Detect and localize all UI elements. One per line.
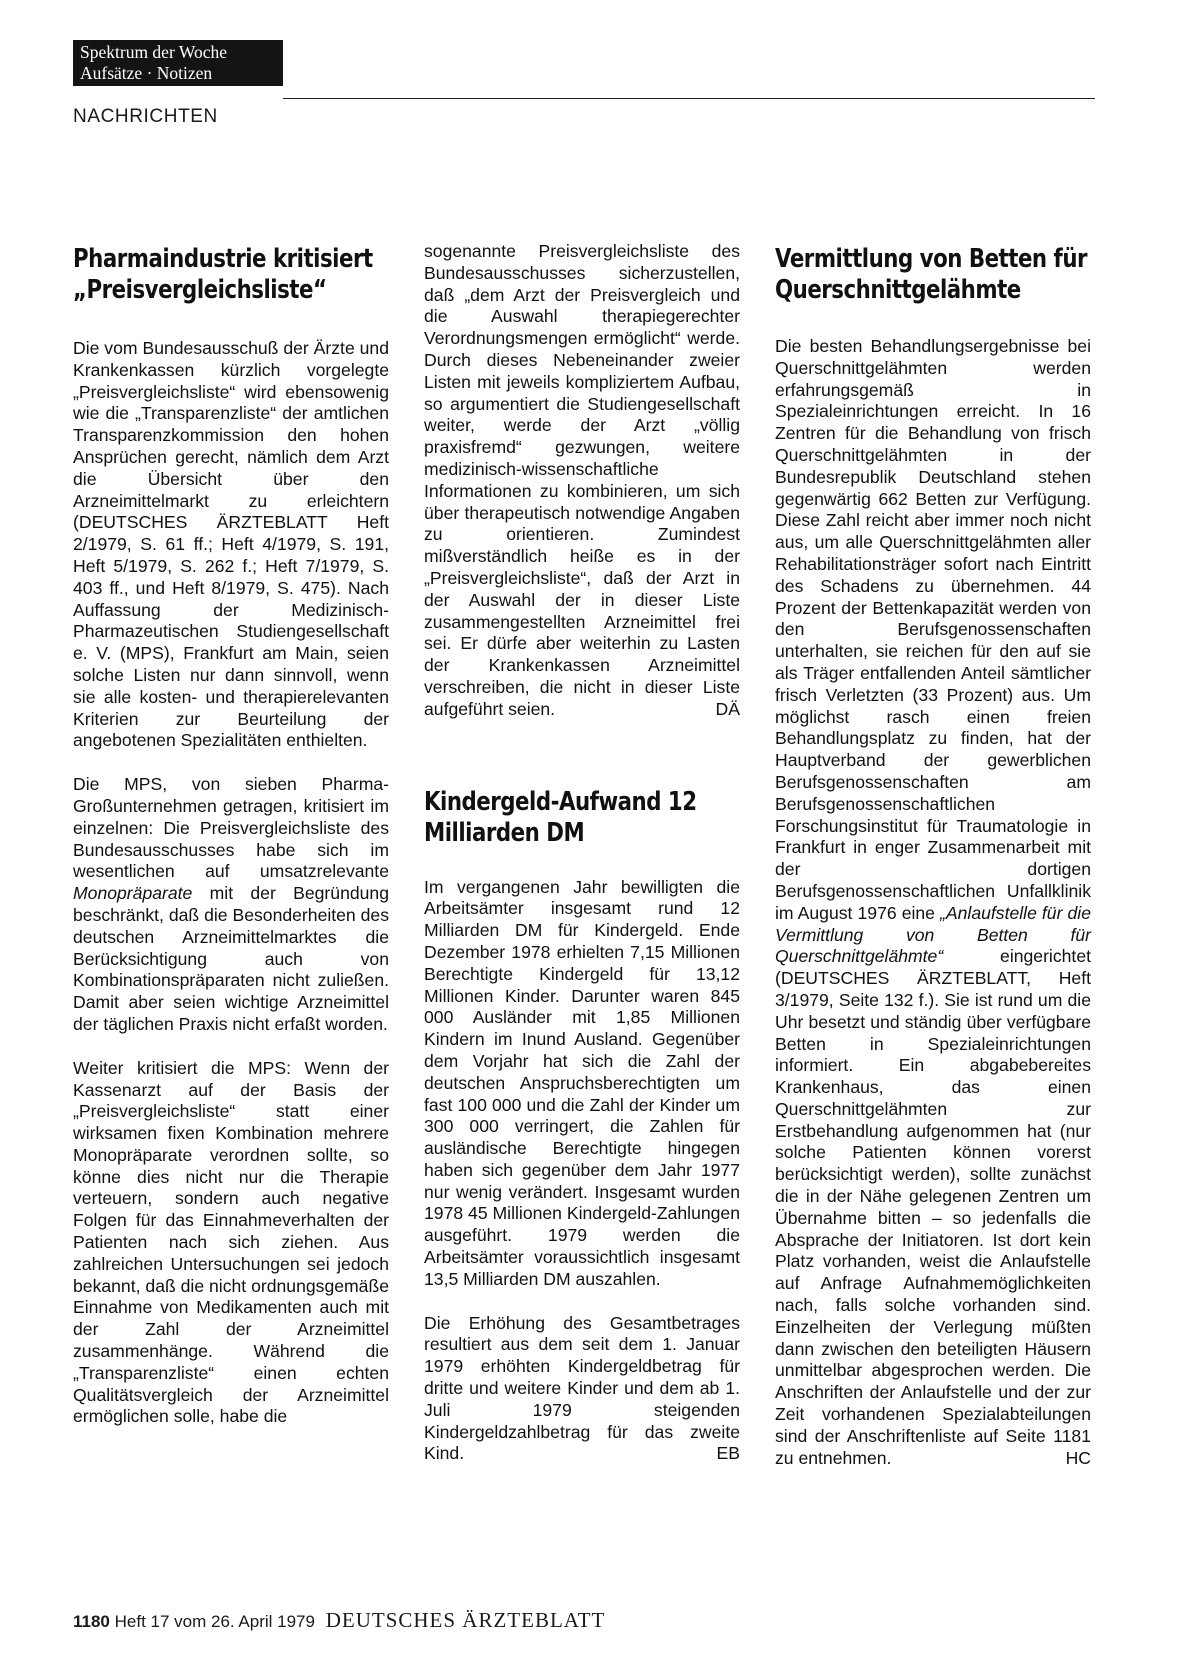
- article1-paragraph-3: Weiter kritisiert die MPS: Wenn der Kassenarzt auf der Basis der „Preisvergleichsliste“ statt einer wirksamen fixen Kombination mehrere Monopräparate verordnen sollte, so könne dies nicht nur die Therapie verteuern, sondern auch negative Folgen für das Einnahmeverhalten der Patienten nach sich ziehen. Aus zahlreichen Untersuchungen sei jedoch bekannt, daß die nicht ordnungsgemäße Einnahme von Medikamenten auch mit der Zahl der Arzneimittel zusammenhänge. Während die „Transparenzliste“ einen echten Qualitätsvergleich der Arzneimittel ermöglichen solle, habe die: [73, 1057, 389, 1427]
- section-label-box: [73, 40, 283, 86]
- article2-paragraph-1: Im vergangenen Jahr bewilligten die Arbeitsämter insgesamt rund 12 Milliarden DM für Kindergeld. Ende Dezember 1978 erhielten 7,15 Millionen Berechtigte Kindergeld für 13,12 Millionen Kinder. Darunter waren 845 000 Ausländer mit 1,85 Millionen Kindern im Inund Ausland. Gegenüber dem Vorjahr hat sich die Zahl der deutschen Anspruchsberechtigten um fast 100 000 und die Zahl der Kinder um 300 000 verringert, die Zahlen für ausländische Berechtigte hingegen haben sich gegenüber dem Jahr 1977 nur wenig verändert. Insgesamt wurden 1978 45 Millionen Kindergeld-Zahlungen ausgeführt. 1979 werden die Arbeitsämter voraussichtlich insgesamt 13,5 Milliarden DM auszahlen.: [424, 876, 740, 1289]
- column-2: [424, 241, 740, 1465]
- article2-signature: EB: [716, 1443, 740, 1464]
- article1-paragraph-2: Die MPS, von sieben Pharma-Großunternehmen getragen, kritisiert im einzelnen: Die Preisvergleichsliste des Bundesausschusses habe sich im wesentlichen auf umsatzrelevante Monopräparate mit der Begründung beschränkt, daß die Besonderheiten des deutschen Arzneimittelmarktes die Berücksichtigung auch von Kombinationspräparaten nicht zuließen. Damit aber seien wichtige Arzneimittel der täglichen Praxis nicht erfaßt worden.: [73, 774, 389, 1034]
- rubric: NACHRICHTEN: [73, 106, 218, 127]
- article2-title: Kindergeld-Aufwand 12 Milliarden DM: [424, 786, 697, 848]
- section-label-line2: Aufsätze · Notizen: [80, 63, 213, 83]
- magazine-name: DEUTSCHES ÄRZTEBLATT: [325, 1608, 606, 1632]
- article3-signature: HC: [1065, 1447, 1091, 1468]
- page-number: 1180: [73, 1612, 110, 1631]
- column-1: [73, 244, 389, 1428]
- article2-paragraph-2: Die Erhöhung des Gesamtbetrages resultiert aus dem seit dem 1. Januar 1979 erhöhten Kindergeldbetrag für dritte und weitere Kinder und dem ab 1. Juli 1979 steigenden Kindergeldzahlbetrag für das zweite Kind. EB: [424, 1312, 740, 1464]
- article3-title: Vermittlung von Betten für Querschnittgelähmte: [775, 244, 1088, 305]
- article1-emphasis: Monopräparate: [73, 883, 193, 904]
- article1-paragraph-4: sogenannte Preisvergleichsliste des Bundesausschusses sicherzustellen, daß „dem Arzt der Preisvergleich und die Auswahl therapiegerechter Verordnungsmengen ermöglicht“ werde. Durch dieses Nebeneinander zweier Listen mit jeweils kompliziertem Aufbau, so argumentiert die Studiengesellschaft weiter, werde der Arzt „völlig praxisfremd“ gezwungen, weitere medizinisch-wissenschaftliche Informationen zu kombinieren, um sich über therapeutisch notwendige Angaben zu orientieren. Zumindest mißverständlich heiße es in der „Preisvergleichsliste“, daß der Arzt in der Auswahl der in dieser Liste zusammengestellten Arzneimittel frei sei. Er dürfe aber weiterhin zu Lasten der Krankenkassen Arzneimittel verschreiben, die nicht in dieser Liste aufgeführt seien. DÄ: [424, 241, 740, 719]
- header-rule: [283, 98, 1095, 99]
- article1-title: Pharmaindustrie kritisiert „Preisvergleichsliste“: [73, 244, 373, 305]
- article1-paragraph-1: Die vom Bundesausschuß der Ärzte und Krankenkassen kürzlich vorgelegte „Preisvergleichsliste“ wird ebensowenig wie die „Transparenzliste“ der amtlichen Transparenzkommission den hohen Ansprüchen gerecht, nämlich dem Arzt die Übersicht über den Arzneimittelmarkt zu erleichtern (DEUTSCHES ÄRZTEBLATT Heft 2/1979, S. 61 ff.; Heft 4/1979, S. 191, Heft 5/1979, S. 262 f.; Heft 7/1979, S. 403 ff., und Heft 8/1979, S. 475). Nach Auffassung der Medizinisch-Pharmazeutischen Studiengesellschaft e. V. (MPS), Frankfurt am Main, seien solche Listen nur dann sinnvoll, wenn sie alle kosten- und therapierelevanten Kriterien zur Beurteilung der angebotenen Spezialitäten enthielten.: [73, 338, 389, 751]
- section-label-line1: Spektrum der Woche: [80, 42, 227, 62]
- page-footer: [73, 1608, 605, 1633]
- issue-info: Heft 17 vom 26. April 1979: [114, 1612, 315, 1631]
- article3-emphasis: „Anlaufstelle für die Vermittlung von Betten für Querschnittgelähmte“: [775, 902, 1091, 967]
- article3-paragraph-1: Die besten Behandlungsergebnisse bei Querschnittgelähmten werden erfahrungsgemäß in Spezialeinrichtungen erreicht. In 16 Zentren für die Behandlung von frisch Querschnittgelähmten in der Bundesrepublik Deutschland stehen gegenwärtig 662 Betten zur Verfügung. Diese Zahl reicht aber immer noch nicht aus, um alle Querschnittgelähmten aller Rehabilitationsträger sofort nach Eintritt des Schadens zu übernehmen. 44 Prozent der Bettenkapazität werden von den Berufsgenossenschaften unterhalten, sie reichen für den auf sie als Träger entfallenden Anteil sämtlicher frisch Verletzten (33 Prozent) aus. Um möglichst rasch einen freien Behandlungsplatz zu finden, hat der Hauptverband der gewerblichen Berufsgenossenschaften am Berufsgenossenschaftlichen Forschungsinstitut für Traumatologie in Frankfurt in enger Zusammenarbeit mit der dortigen Berufsgenossenschaftlichen Unfallklinik im August 1976 eine „Anlaufstelle für die Vermittlung von Betten für Querschnittgelähmte“ eingerichtet (DEUTSCHES ÄRZTEBLATT, Heft 3/1979, Seite 132 f.). Sie ist rund um die Uhr besetzt und ständig über verfügbare Betten in Spezialeinrichtungen informiert. Ein abgabebereites Krankenhaus, das einen Querschnittgelähmten zur Erstbehandlung aufgenommen hat (nur solche Patienten können vorerst berücksichtigt werden), sollte zunächst die in der Nähe gelegenen Zentren um Übernahme bitten – so jedenfalls die Absprache der Initiatoren. Ist dort kein Platz vorhanden, weist die Anlaufstelle auf Anfrage Aufnahmemöglichkeiten nach, falls solche vorhanden sind. Einzelheiten der Verlegung müßten dann zwischen den beteiligten Häusern unmittelbar abgesprochen werden. Die Anschriften der Anlaufstelle und der zur Zeit vorhandenen Spezialabteilungen sind der Anschriftenliste auf Seite 1181 zu entnehmen. HC: [775, 336, 1091, 1468]
- article1-signature: DÄ: [715, 698, 740, 719]
- column-3: [775, 244, 1091, 1469]
